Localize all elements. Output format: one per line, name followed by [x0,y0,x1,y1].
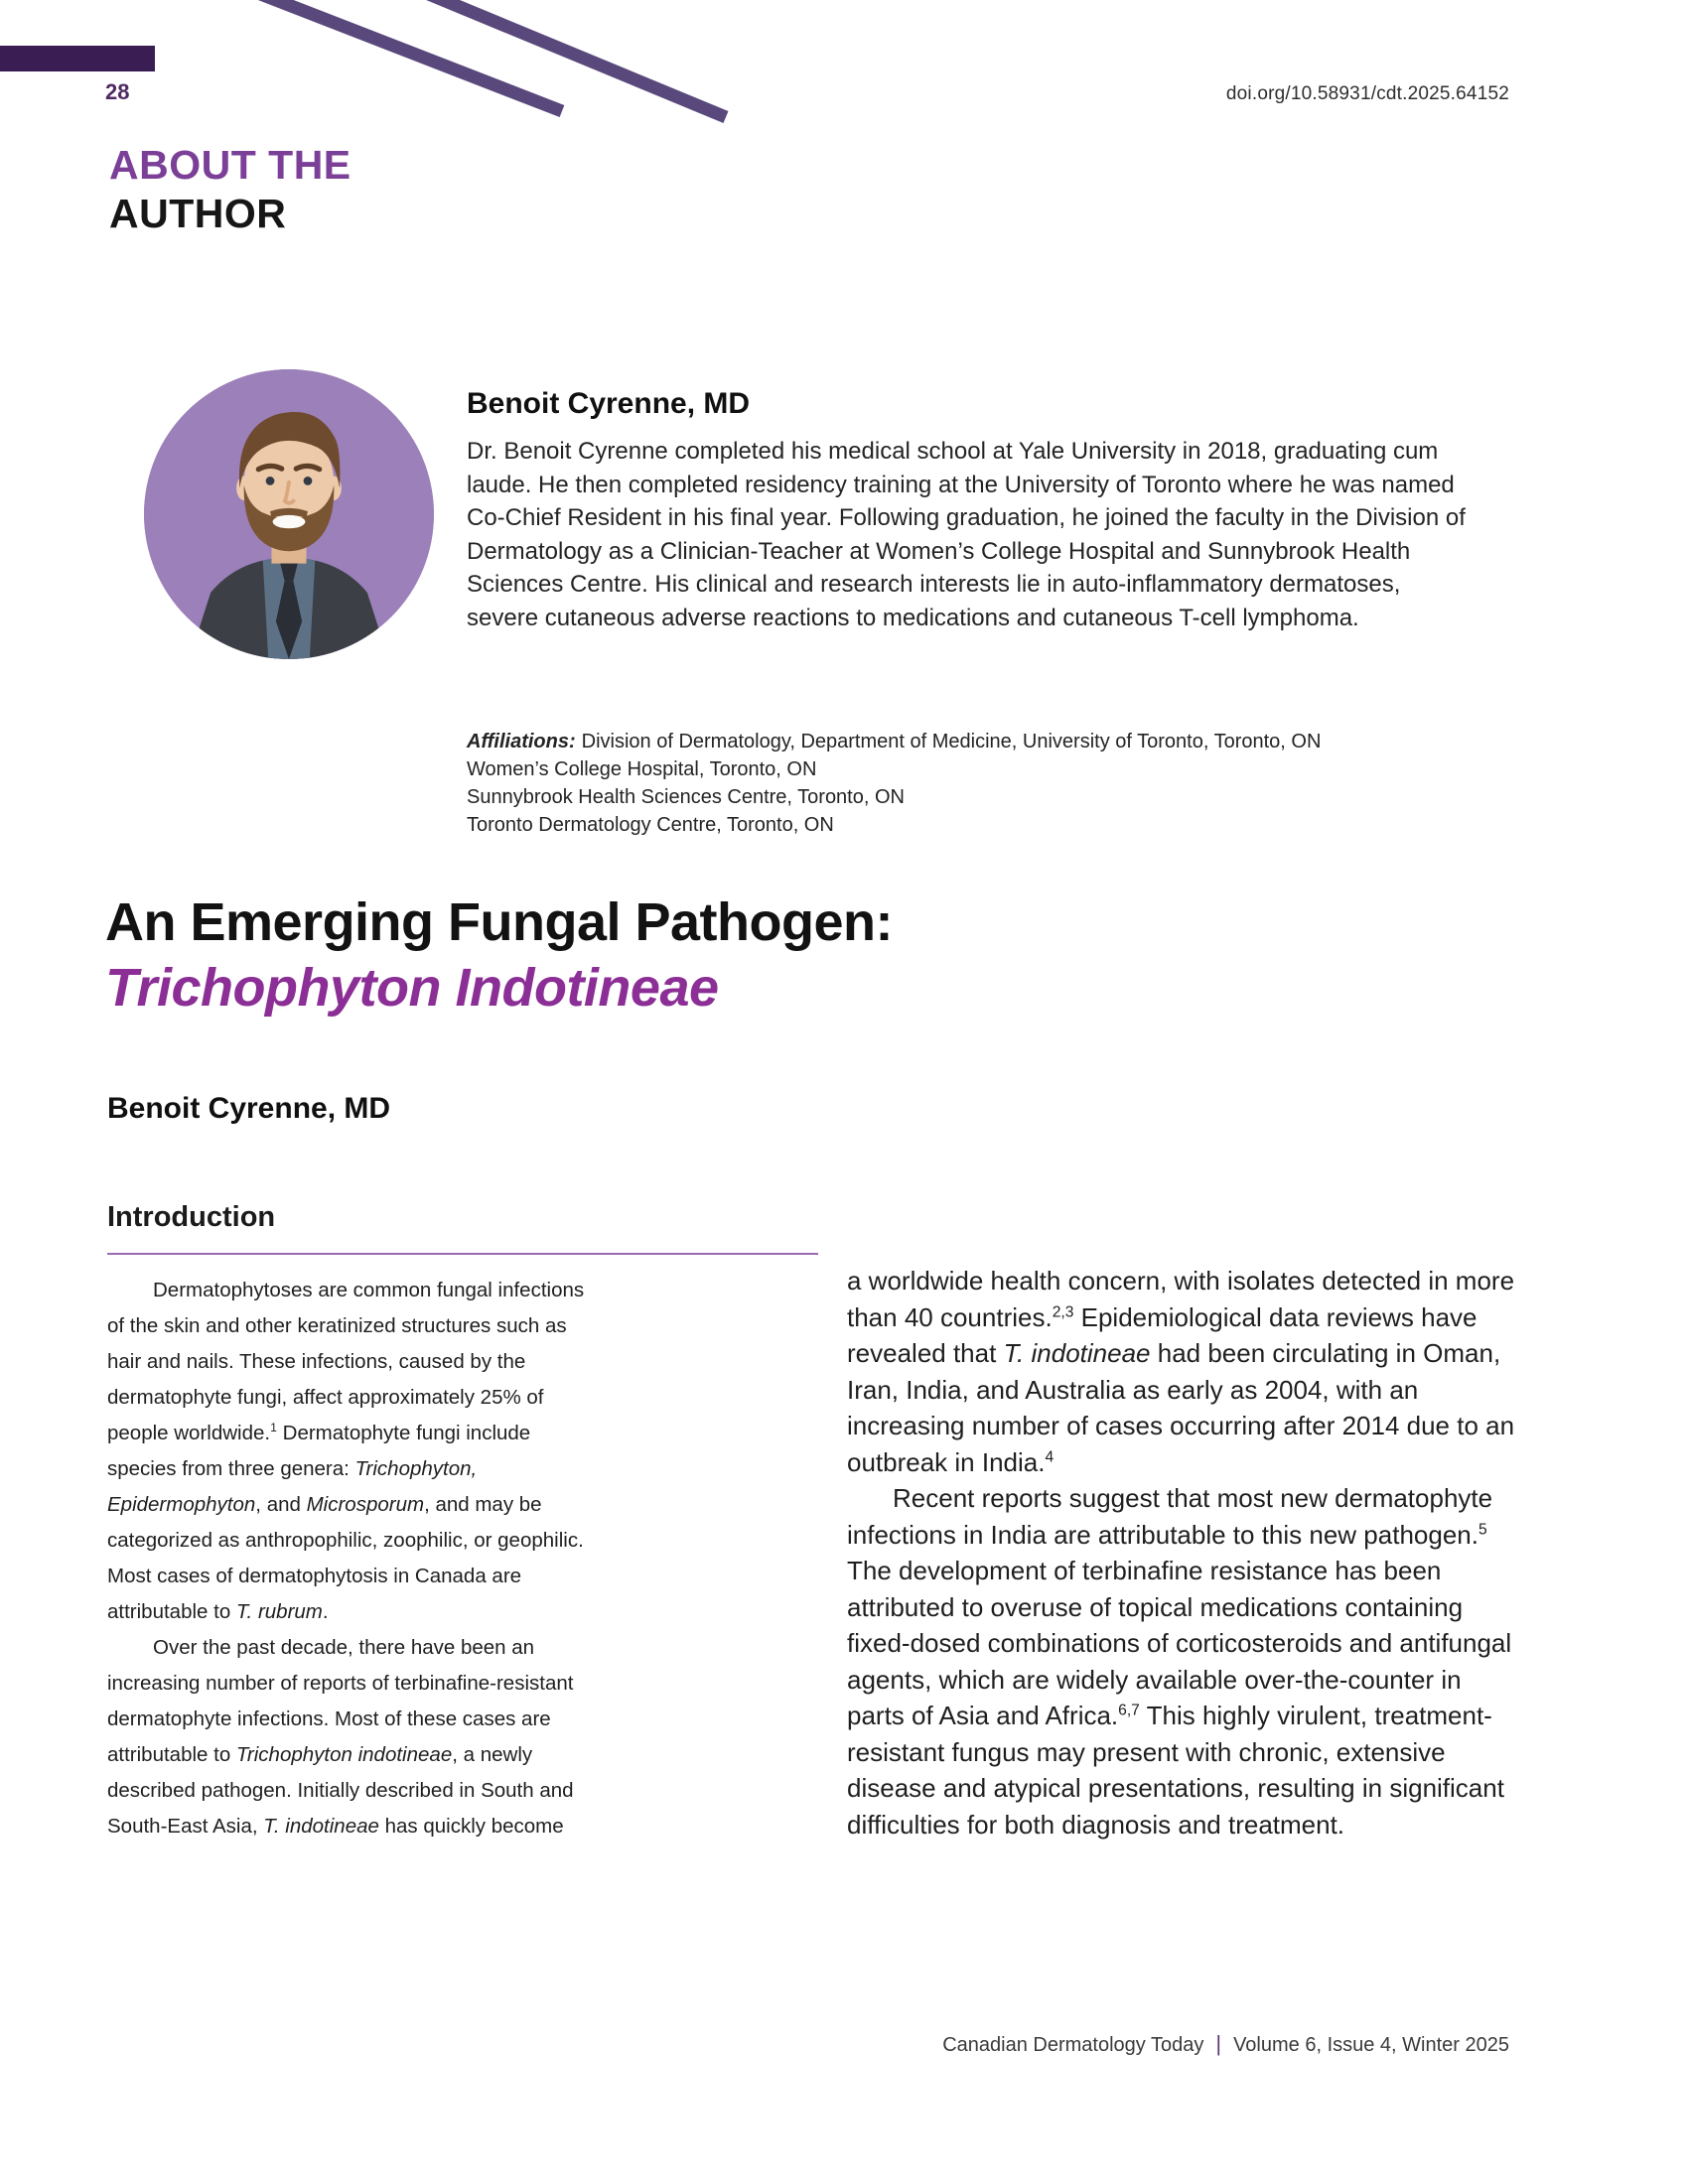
article-title-line1: An Emerging Fungal Pathogen: [105,892,893,952]
author-photo [144,369,434,659]
affiliation-line: Women’s College Hospital, Toronto, ON [467,758,817,780]
section-heading-rule [107,1253,818,1255]
doi-link[interactable]: doi.org/10.58931/cdt.2025.64152 [1225,83,1509,104]
footer-issue-info: Volume 6, Issue 4, Winter 2025 [1233,2034,1509,2056]
section-heading-introduction: Introduction [107,1201,276,1233]
affiliations-label: Affiliations: [467,731,576,752]
page-number: 28 [105,79,130,104]
article-title [105,889,893,1021]
affiliation-text: Division of Dermatology, Department of Medicine, University of Toronto, Toronto, ON [581,731,1322,752]
body-column-right [847,1263,1520,1843]
page-footer [942,2031,1509,2057]
intro-paragraph-2-continued: a worldwide health concern, with isolates detected in more than 40 countries.$^{2,3}$ Epidemiological data reviews have revealed that T. indotineae had been circulating in Oman, Iran, India, and Australia as early as 2004, with an increasing number of cases occurring after 2014 due to an outbreak in India.$^4$ [847,1266,1515,1477]
author-bio: Dr. Benoit Cyrenne completed his medical school at Yale University in 2018, graduating cum laude. He then completed residency training at the University of Toronto where he was named Co-Chief Resident in his final year. Following graduation, he joined the faculty in the Division of Dermatology as a Clinician-Teacher at Women’s College Hospital and Sunnybrook Health Sciences Centre. His clinical and research interests lie in auto-inflammatory dermatoses, severe cutaneous adverse reactions to medications and cutaneous T-cell lymphoma. [467,438,1466,631]
affiliation-line: Toronto Dermatology Centre, Toronto, ON [467,814,834,836]
about-heading-line1: ABOUT THE [109,142,352,188]
intro-paragraph-1: Dermatophytoses are common fungal infections of the skin and other keratinized structures such as hair and nails. These infections, caused by the dermatophyte fungi, affect approximately 25% of people worldwide.$^1$ Dermatophyte fungi include species from three genera: Trichophyton, Epidermophyton, and Microsporum, and may be categorized as anthropophilic, zoophilic, or geophilic. Most cases of dermatophytosis in Canada are attributable to T. rubrum. [107,1279,585,1623]
footer-journal-name: Canadian Dermatology Today [942,2034,1204,2056]
affiliation-line: Sunnybrook Health Sciences Centre, Toronto, ON [467,786,905,808]
affiliations-block [467,728,1321,839]
article-byline: Benoit Cyrenne, MD [107,1092,391,1125]
article-title-line2: Trichophyton Indotineae [105,958,719,1018]
author-name: Benoit Cyrenne, MD [467,387,751,420]
author-portrait-illustration [144,369,434,659]
about-heading-line2: AUTHOR [109,191,287,236]
affiliation-line [467,728,1321,755]
body-column-left [107,1273,601,1844]
footer-separator: | [1215,2031,1222,2056]
intro-paragraph-3: Recent reports suggest that most new dermatophyte infections in India are attributable to this new pathogen.$^5$ The development of terbinafine resistance has been attributed to overuse of topical medications containing fixed-dosed combinations of corticosteroids and antifungal agents, which are widely available over-the-counter in parts of Asia and Africa.$^{6,7}$ This highly virulent, treatment-resistant fungus may present with chronic, extensive disease and atypical presentations, resulting in significant difficulties for both diagnosis and treatment. [847,1483,1512,1840]
intro-paragraph-2: Over the past decade, there have been an increasing number of reports of terbinafine-resistant dermatophyte infections. Most of these cases are attributable to Trichophyton indotineae, a newly described pathogen. Initially described in South and South-East Asia, T. indotineae has quickly become [107,1636,574,1838]
about-the-author-heading [109,141,352,238]
